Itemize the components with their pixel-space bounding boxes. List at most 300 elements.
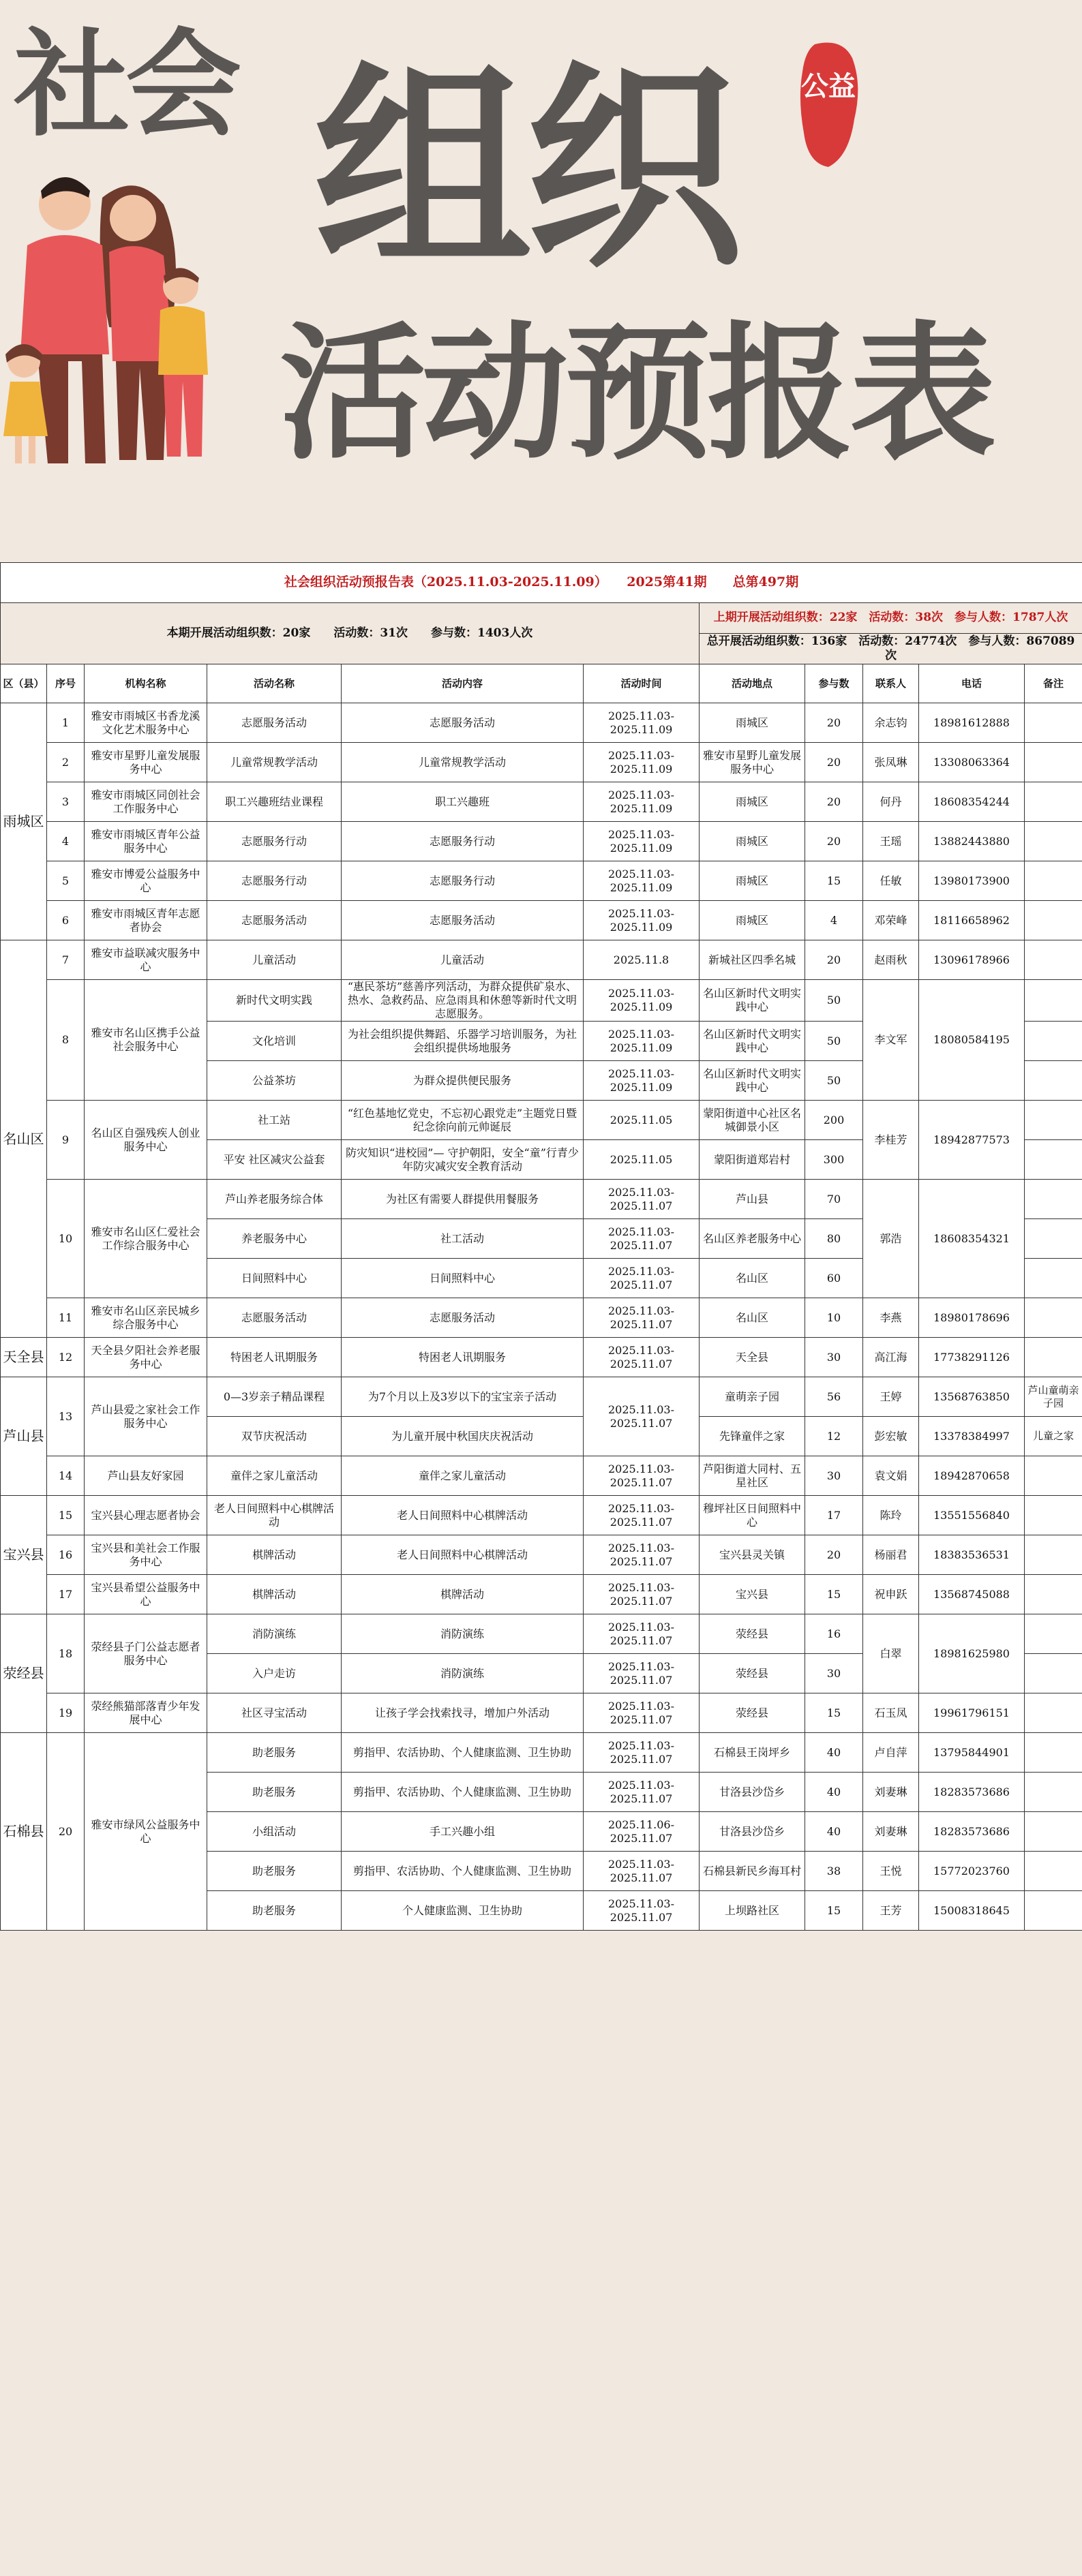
cell-content: 志愿服务活动 — [342, 703, 584, 743]
cell-time: 2025.11.03-2025.11.07 — [584, 1180, 700, 1219]
cell-participants: 17 — [805, 1496, 863, 1535]
cell-activity: 消防演练 — [207, 1614, 342, 1654]
cell-time: 2025.11.03-2025.11.07 — [584, 1733, 700, 1773]
poster-title-line3: 活动预报表 — [280, 308, 992, 479]
cell-participants: 60 — [805, 1259, 863, 1298]
cell-contact: 王悦 — [863, 1852, 919, 1891]
cell-time: 2025.11.03-2025.11.07 — [584, 1219, 700, 1259]
cell-org: 雅安市雨城区同创社会工作服务中心 — [85, 782, 207, 822]
cell-phone: 18942877573 — [919, 1101, 1025, 1180]
cell-note — [1025, 1733, 1082, 1773]
cell-activity: 公益茶坊 — [207, 1061, 342, 1101]
cell-activity: 志愿服务活动 — [207, 703, 342, 743]
table-row — [1, 1614, 1082, 1654]
cell-district: 宝兴县 — [1, 1496, 47, 1614]
cell-contact: 余志钧 — [863, 703, 919, 743]
cell-participants: 20 — [805, 743, 863, 782]
cell-activity: 文化培训 — [207, 1022, 342, 1061]
cell-phone: 18116658962 — [919, 901, 1025, 940]
header-district: 区（县） — [1, 664, 47, 703]
cell-place: 先锋童伴之家 — [700, 1417, 805, 1456]
cell-contact: 郭浩 — [863, 1180, 919, 1298]
cell-time: 2025.11.03-2025.11.07 — [584, 1575, 700, 1614]
cell-phone: 13568763850 — [919, 1377, 1025, 1417]
cell-content: 为社会组织提供舞蹈、乐器学习培训服务，为社会组织提供场地服务 — [342, 1022, 584, 1061]
cell-participants: 70 — [805, 1180, 863, 1219]
cell-participants: 30 — [805, 1456, 863, 1496]
cell-note — [1025, 1298, 1082, 1338]
table-row — [1, 1180, 1082, 1219]
cell-activity: 棋牌活动 — [207, 1575, 342, 1614]
cell-participants: 56 — [805, 1377, 863, 1417]
cell-participants: 15 — [805, 1891, 863, 1931]
header-contact: 联系人 — [863, 664, 919, 703]
cell-activity: 志愿服务行动 — [207, 861, 342, 901]
cell-content: “红色基地忆党史，不忘初心跟党走”主题党日暨纪念徐向前元帅诞辰 — [342, 1101, 584, 1140]
cell-time: 2025.11.03-2025.11.09 — [584, 822, 700, 861]
cell-participants: 10 — [805, 1298, 863, 1338]
table-row — [1, 1377, 1082, 1417]
cell-index: 6 — [47, 901, 85, 940]
cell-org: 天全县夕阳社会养老服务中心 — [85, 1338, 207, 1377]
cell-org: 雅安市名山区亲民城乡综合服务中心 — [85, 1298, 207, 1338]
cell-org: 宝兴县心理志愿者协会 — [85, 1496, 207, 1535]
cell-note — [1025, 1259, 1082, 1298]
cell-contact: 张凤琳 — [863, 743, 919, 782]
cell-place: 甘洛县沙岱乡 — [700, 1773, 805, 1812]
cell-activity: 老人日间照料中心棋牌活动 — [207, 1496, 342, 1535]
cell-place: 宝兴县 — [700, 1575, 805, 1614]
family-illustration-icon — [0, 157, 225, 477]
cell-note — [1025, 703, 1082, 743]
cell-district: 荥经县 — [1, 1614, 47, 1733]
cell-place: 蒙阳街道中心社区名城御景小区 — [700, 1101, 805, 1140]
header-note: 备注 — [1025, 664, 1082, 703]
cell-content: 手工兴趣小组 — [342, 1812, 584, 1852]
activity-report-sheet — [0, 562, 1082, 2061]
cell-phone: 18608354244 — [919, 782, 1025, 822]
cell-content: 防灾知识“进校园”— 守护朝阳，安全“童”行青少年防灾减灾安全教育活动 — [342, 1140, 584, 1180]
table-row — [1, 901, 1082, 940]
cell-content: 老人日间照料中心棋牌活动 — [342, 1496, 584, 1535]
cell-participants: 50 — [805, 1061, 863, 1101]
cell-district: 石棉县 — [1, 1733, 47, 1931]
table-row — [1, 703, 1082, 743]
cell-phone: 13980173900 — [919, 861, 1025, 901]
cell-note: 儿童之家 — [1025, 1417, 1082, 1456]
cell-org: 雅安市博爱公益服务中心 — [85, 861, 207, 901]
cell-note — [1025, 1614, 1082, 1654]
cell-contact: 王瑶 — [863, 822, 919, 861]
cell-note — [1025, 1022, 1082, 1061]
cell-note — [1025, 1496, 1082, 1535]
cell-contact: 王芳 — [863, 1891, 919, 1931]
cell-place: 名山区 — [700, 1298, 805, 1338]
cell-index: 17 — [47, 1575, 85, 1614]
cell-place: 穆坪社区日间照料中心 — [700, 1496, 805, 1535]
cell-phone: 15008318645 — [919, 1891, 1025, 1931]
cell-content: 志愿服务活动 — [342, 1298, 584, 1338]
cell-phone: 17738291126 — [919, 1338, 1025, 1377]
cell-participants: 20 — [805, 1535, 863, 1575]
cell-phone: 18383536531 — [919, 1535, 1025, 1575]
cell-index: 5 — [47, 861, 85, 901]
cell-phone: 13882443880 — [919, 822, 1025, 861]
cell-phone: 13568745088 — [919, 1575, 1025, 1614]
cell-time: 2025.11.03-2025.11.09 — [584, 901, 700, 940]
table-row — [1, 822, 1082, 861]
cell-phone: 13378384997 — [919, 1417, 1025, 1456]
cell-time: 2025.11.03-2025.11.09 — [584, 782, 700, 822]
cell-place: 石棉县王岗坪乡 — [700, 1733, 805, 1773]
table-row — [1, 1535, 1082, 1575]
cell-place: 名山区 — [700, 1259, 805, 1298]
cell-time: 2025.11.03-2025.11.07 — [584, 1654, 700, 1693]
cell-contact: 高江海 — [863, 1338, 919, 1377]
cell-index: 15 — [47, 1496, 85, 1535]
cell-content: 为群众提供便民服务 — [342, 1061, 584, 1101]
cell-index: 3 — [47, 782, 85, 822]
cell-time: 2025.11.03-2025.11.07 — [584, 1259, 700, 1298]
cell-org: 雅安市绿风公益服务中心 — [85, 1733, 207, 1931]
cell-activity: 新时代文明实践 — [207, 980, 342, 1022]
cell-org: 芦山县友好家园 — [85, 1456, 207, 1496]
cell-activity: 童伴之家儿童活动 — [207, 1456, 342, 1496]
cell-place: 芦山县 — [700, 1180, 805, 1219]
cell-time: 2025.11.03-2025.11.07 — [584, 1773, 700, 1812]
cell-contact: 刘妻琳 — [863, 1773, 919, 1812]
cell-content: 儿童活动 — [342, 940, 584, 980]
cell-note — [1025, 1219, 1082, 1259]
cell-participants: 15 — [805, 1693, 863, 1733]
cell-time: 2025.11.03-2025.11.09 — [584, 743, 700, 782]
cell-activity: 志愿服务活动 — [207, 1298, 342, 1338]
cell-time: 2025.11.03-2025.11.09 — [584, 861, 700, 901]
cell-place: 石棉县新民乡海耳村 — [700, 1852, 805, 1891]
cell-time: 2025.11.05 — [584, 1101, 700, 1140]
cell-note — [1025, 1140, 1082, 1180]
cell-index: 19 — [47, 1693, 85, 1733]
cell-org: 雅安市雨城区青年公益服务中心 — [85, 822, 207, 861]
cell-activity: 芦山养老服务综合体 — [207, 1180, 342, 1219]
cell-org: 宝兴县希望公益服务中心 — [85, 1575, 207, 1614]
cell-place: 雨城区 — [700, 861, 805, 901]
cell-content: 剪指甲、农活协助、个人健康监测、卫生协助 — [342, 1852, 584, 1891]
cell-participants: 40 — [805, 1812, 863, 1852]
cell-activity: 平安 社区减灾公益套 — [207, 1140, 342, 1180]
cell-org: 荥经县子门公益志愿者服务中心 — [85, 1614, 207, 1693]
cell-org: 宝兴县和美社会工作服务中心 — [85, 1535, 207, 1575]
cell-participants: 50 — [805, 980, 863, 1022]
cell-time: 2025.11.8 — [584, 940, 700, 980]
cell-org: 雅安市名山区携手公益社会服务中心 — [85, 980, 207, 1101]
header-index: 序号 — [47, 664, 85, 703]
table-header-row — [1, 664, 1082, 703]
cell-phone: 15772023760 — [919, 1852, 1025, 1891]
cell-contact: 王婷 — [863, 1377, 919, 1417]
cell-phone: 13096178966 — [919, 940, 1025, 980]
cell-phone: 18283573686 — [919, 1812, 1025, 1852]
cell-participants: 30 — [805, 1338, 863, 1377]
cell-content: 个人健康监测、卫生协助 — [342, 1891, 584, 1931]
table-row — [1, 1496, 1082, 1535]
cell-content: 老人日间照料中心棋牌活动 — [342, 1535, 584, 1575]
table-row — [1, 1733, 1082, 1773]
cell-note — [1025, 822, 1082, 861]
cell-contact: 彭宏敏 — [863, 1417, 919, 1456]
cell-place: 名山区新时代文明实践中心 — [700, 980, 805, 1022]
cell-contact: 袁文娟 — [863, 1456, 919, 1496]
cell-content: 棋牌活动 — [342, 1575, 584, 1614]
cell-content: 为儿童开展中秋国庆庆祝活动 — [342, 1417, 584, 1456]
cell-contact: 赵雨秋 — [863, 940, 919, 980]
cell-note — [1025, 1891, 1082, 1931]
cell-phone: 18608354321 — [919, 1180, 1025, 1298]
cell-time: 2025.11.03-2025.11.07 — [584, 1852, 700, 1891]
header-participants: 参与数 — [805, 664, 863, 703]
table-row — [1, 743, 1082, 782]
cell-content: “惠民茶坊”慈善序列活动，为群众提供矿泉水、热水、急救药品、应急雨具和休憩等新时代文明志愿服务。 — [342, 980, 584, 1022]
cell-time: 2025.11.03-2025.11.07 — [584, 1496, 700, 1535]
cell-participants: 50 — [805, 1022, 863, 1061]
cell-time: 2025.11.03-2025.11.09 — [584, 1061, 700, 1101]
cell-activity: 入户走访 — [207, 1654, 342, 1693]
cell-place: 新城社区四季名城 — [700, 940, 805, 980]
cell-note — [1025, 1575, 1082, 1614]
total-stats: 总开展活动组织数：136家 活动数：24774次 参与人数：867089次 — [700, 634, 1082, 664]
cell-content: 儿童常规教学活动 — [342, 743, 584, 782]
cell-place: 上坝路社区 — [700, 1891, 805, 1931]
cell-note — [1025, 1654, 1082, 1693]
cell-activity: 助老服务 — [207, 1891, 342, 1931]
cell-note — [1025, 1852, 1082, 1891]
cell-contact: 李桂芳 — [863, 1101, 919, 1180]
last-period-stats: 上期开展活动组织数：22家 活动数：38次 参与人数：1787人次 — [700, 603, 1082, 634]
cell-content: 职工兴趣班 — [342, 782, 584, 822]
cell-content: 消防演练 — [342, 1654, 584, 1693]
cell-district: 雨城区 — [1, 703, 47, 940]
cell-index: 20 — [47, 1733, 85, 1931]
cell-time: 2025.11.03-2025.11.07 — [584, 1377, 700, 1456]
cell-participants: 300 — [805, 1140, 863, 1180]
charity-seal-icon — [794, 37, 862, 174]
cell-participants: 20 — [805, 703, 863, 743]
cell-participants: 40 — [805, 1773, 863, 1812]
report-title: 社会组织活动预报告表（2025.11.03-2025.11.09） 2025第41期 总第497期 — [1, 563, 1082, 603]
cell-index: 16 — [47, 1535, 85, 1575]
cell-time: 2025.11.05 — [584, 1140, 700, 1180]
cell-district: 芦山县 — [1, 1377, 47, 1496]
cell-time: 2025.11.03-2025.11.09 — [584, 980, 700, 1022]
cell-org: 名山区自强残疾人创业服务中心 — [85, 1101, 207, 1180]
cell-contact: 任敏 — [863, 861, 919, 901]
cell-time: 2025.11.03-2025.11.09 — [584, 703, 700, 743]
header-time: 活动时间 — [584, 664, 700, 703]
cell-org: 荥经熊猫部落青少年发展中心 — [85, 1693, 207, 1733]
cell-activity: 小组活动 — [207, 1812, 342, 1852]
cell-activity: 助老服务 — [207, 1733, 342, 1773]
cell-participants: 15 — [805, 1575, 863, 1614]
cell-place: 荥经县 — [700, 1654, 805, 1693]
cell-activity: 0—3岁亲子精品课程 — [207, 1377, 342, 1417]
cell-participants: 30 — [805, 1654, 863, 1693]
cell-index: 7 — [47, 940, 85, 980]
cell-place: 芦阳街道大同村、五星社区 — [700, 1456, 805, 1496]
activity-report-table — [0, 562, 1082, 1931]
cell-place: 名山区养老服务中心 — [700, 1219, 805, 1259]
cell-district: 名山区 — [1, 940, 47, 1338]
cell-note — [1025, 743, 1082, 782]
cell-participants: 16 — [805, 1614, 863, 1654]
cell-contact: 杨丽君 — [863, 1535, 919, 1575]
cell-content: 日间照料中心 — [342, 1259, 584, 1298]
cell-activity: 双节庆祝活动 — [207, 1417, 342, 1456]
cell-time: 2025.11.03-2025.11.07 — [584, 1614, 700, 1654]
cell-time: 2025.11.03-2025.11.07 — [584, 1891, 700, 1931]
cell-participants: 20 — [805, 940, 863, 980]
cell-place: 蒙阳街道郑岩村 — [700, 1140, 805, 1180]
cell-content: 剪指甲、农活协助、个人健康监测、卫生协助 — [342, 1773, 584, 1812]
table-row — [1, 1338, 1082, 1377]
cell-index: 9 — [47, 1101, 85, 1180]
cell-place: 雨城区 — [700, 901, 805, 940]
cell-content: 为社区有需要人群提供用餐服务 — [342, 1180, 584, 1219]
header-org: 机构名称 — [85, 664, 207, 703]
cell-content: 让孩子学会找索找寻，增加户外活动 — [342, 1693, 584, 1733]
cell-phone: 13551556840 — [919, 1496, 1025, 1535]
cell-org: 雅安市星野儿童发展服务中心 — [85, 743, 207, 782]
cell-activity: 日间照料中心 — [207, 1259, 342, 1298]
cell-participants: 20 — [805, 782, 863, 822]
cell-contact: 白翠 — [863, 1614, 919, 1693]
cell-activity: 社工站 — [207, 1101, 342, 1140]
table-row — [1, 782, 1082, 822]
cell-participants: 12 — [805, 1417, 863, 1456]
cell-time: 2025.11.06-2025.11.07 — [584, 1812, 700, 1852]
cell-note — [1025, 782, 1082, 822]
cell-place: 宝兴县灵关镇 — [700, 1535, 805, 1575]
cell-place: 雅安市星野儿童发展服务中心 — [700, 743, 805, 782]
cell-content: 特困老人讯期服务 — [342, 1338, 584, 1377]
cell-participants: 4 — [805, 901, 863, 940]
cell-contact: 李文军 — [863, 980, 919, 1101]
seal-text-1: 公益 — [801, 71, 856, 102]
cell-org: 雅安市雨城区书香龙溪文化艺术服务中心 — [85, 703, 207, 743]
cell-content: 志愿服务行动 — [342, 822, 584, 861]
poster-title-line2: 组织 — [314, 44, 736, 297]
cell-note — [1025, 1456, 1082, 1496]
cell-index: 10 — [47, 1180, 85, 1298]
cell-note — [1025, 940, 1082, 980]
table-row — [1, 861, 1082, 901]
cell-contact: 陈玲 — [863, 1496, 919, 1535]
current-stats: 本期开展活动组织数：20家 活动数：31次 参与数：1403人次 — [1, 603, 700, 664]
cell-contact: 李燕 — [863, 1298, 919, 1338]
cell-phone: 18080584195 — [919, 980, 1025, 1101]
cell-content: 消防演练 — [342, 1614, 584, 1654]
cell-participants: 200 — [805, 1101, 863, 1140]
cell-note — [1025, 1535, 1082, 1575]
cell-note — [1025, 1101, 1082, 1140]
cell-note — [1025, 1338, 1082, 1377]
table-row — [1, 1298, 1082, 1338]
cell-content: 剪指甲、农活协助、个人健康监测、卫生协助 — [342, 1733, 584, 1773]
header-activity: 活动名称 — [207, 664, 342, 703]
cell-note — [1025, 1773, 1082, 1812]
cell-content: 志愿服务行动 — [342, 861, 584, 901]
cell-index: 4 — [47, 822, 85, 861]
cell-note — [1025, 1812, 1082, 1852]
header-content: 活动内容 — [342, 664, 584, 703]
cell-content: 为7个月以上及3岁以下的宝宝亲子活动 — [342, 1377, 584, 1417]
cell-index: 11 — [47, 1298, 85, 1338]
cell-place: 甘洛县沙岱乡 — [700, 1812, 805, 1852]
header-phone: 电话 — [919, 664, 1025, 703]
cell-contact: 何丹 — [863, 782, 919, 822]
cell-activity: 助老服务 — [207, 1773, 342, 1812]
table-row — [1, 980, 1082, 1022]
cell-note — [1025, 1061, 1082, 1101]
cell-note — [1025, 861, 1082, 901]
cell-time: 2025.11.03-2025.11.09 — [584, 1022, 700, 1061]
header-place: 活动地点 — [700, 664, 805, 703]
cell-phone: 19961796151 — [919, 1693, 1025, 1733]
cell-participants: 38 — [805, 1852, 863, 1891]
cell-participants: 80 — [805, 1219, 863, 1259]
cell-phone: 18981625980 — [919, 1614, 1025, 1693]
cell-time: 2025.11.03-2025.11.07 — [584, 1693, 700, 1733]
poster-title-line1: 社会 — [14, 18, 238, 153]
cell-org: 雅安市雨城区青年志愿者协会 — [85, 901, 207, 940]
table-body — [1, 703, 1082, 1931]
cell-note — [1025, 901, 1082, 940]
cell-activity: 社区寻宝活动 — [207, 1693, 342, 1733]
cell-time: 2025.11.03-2025.11.07 — [584, 1298, 700, 1338]
cell-participants: 15 — [805, 861, 863, 901]
cell-activity: 养老服务中心 — [207, 1219, 342, 1259]
cell-phone: 18981612888 — [919, 703, 1025, 743]
cell-content: 童伴之家儿童活动 — [342, 1456, 584, 1496]
cell-index: 18 — [47, 1614, 85, 1693]
cell-participants: 20 — [805, 822, 863, 861]
cell-note: 芦山童萌亲子园 — [1025, 1377, 1082, 1417]
cell-place: 童萌亲子园 — [700, 1377, 805, 1417]
cell-content: 社工活动 — [342, 1219, 584, 1259]
cell-activity: 特困老人讯期服务 — [207, 1338, 342, 1377]
cell-place: 天全县 — [700, 1338, 805, 1377]
cell-index: 12 — [47, 1338, 85, 1377]
cell-org: 雅安市益联减灾服务中心 — [85, 940, 207, 980]
cell-place: 雨城区 — [700, 782, 805, 822]
cell-place: 荥经县 — [700, 1614, 805, 1654]
cell-content: 志愿服务活动 — [342, 901, 584, 940]
cell-index: 8 — [47, 980, 85, 1101]
cell-activity: 志愿服务行动 — [207, 822, 342, 861]
cell-note — [1025, 980, 1082, 1022]
poster-header — [0, 0, 1082, 518]
cell-index: 13 — [47, 1377, 85, 1456]
cell-activity: 儿童活动 — [207, 940, 342, 980]
table-row — [1, 1101, 1082, 1140]
cell-phone: 13308063364 — [919, 743, 1025, 782]
table-row — [1, 1693, 1082, 1733]
cell-note — [1025, 1180, 1082, 1219]
cell-participants: 40 — [805, 1733, 863, 1773]
cell-index: 2 — [47, 743, 85, 782]
cell-contact: 刘妻琳 — [863, 1812, 919, 1852]
cell-activity: 儿童常规教学活动 — [207, 743, 342, 782]
cell-contact: 祝申跃 — [863, 1575, 919, 1614]
